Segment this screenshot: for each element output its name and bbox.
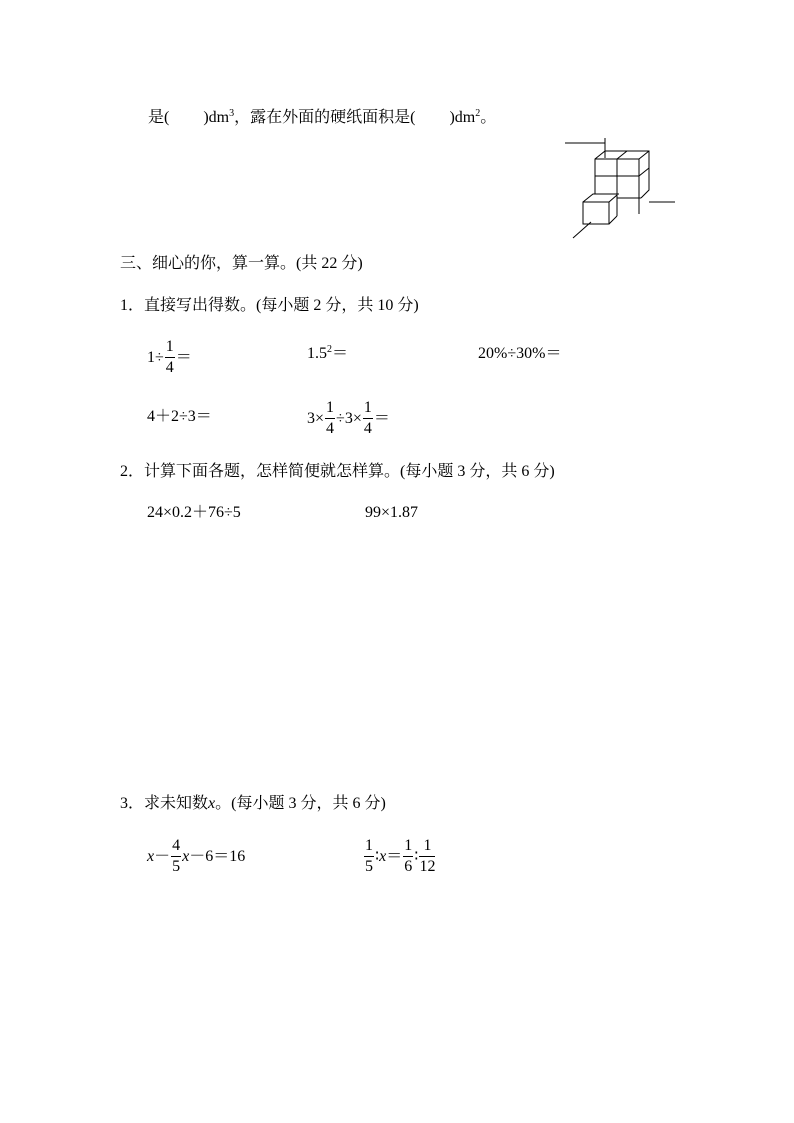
fraction [171,838,181,875]
fraction-denominator: 5 [172,858,181,875]
question-2-label: 2．计算下面各题，怎样简便就怎样算。(每小题 3 分，共 6 分) [120,463,555,480]
q3-equation-2 [363,838,436,875]
variable-x: x [379,847,387,865]
section-3-title: 三、细心的你，算一算。(共 22 分) [120,255,363,272]
q2-expression-1: 24×0.2＋76÷5 [147,504,241,521]
q1-e1-prefix: 1÷ [147,348,164,366]
fraction-denominator: 5 [365,858,373,875]
q1-expression-2 [307,346,348,362]
q2-expression-2: 99×1.87 [365,504,419,521]
equals-sign: ＝ [386,847,403,865]
q1-e2-exponent: 2 [327,344,332,355]
q1-expression-4: 4＋2÷3＝ [147,408,212,425]
variable-x: x [147,847,155,865]
ratio-colon: ∶ [414,847,419,865]
unit-exponent-2: 2 [475,108,481,119]
fraction [403,838,413,875]
q1-expression-5 [307,400,390,437]
q3-equation-1 [147,838,245,875]
fraction-denominator: 12 [419,858,436,875]
fraction-numerator: 1 [403,838,413,857]
q1-e5-prefix: 3× [307,409,325,427]
q1-expression-1 [147,339,192,376]
fraction [325,400,335,437]
fraction-numerator: 1 [363,400,373,419]
fraction [165,339,175,376]
fraction-numerator: 4 [171,838,181,857]
fraction [363,400,373,437]
fraction-denominator: 4 [165,359,174,376]
q1-e2-equals: ＝ [332,345,349,362]
top-line-part4: )dm [449,109,476,126]
fraction [419,838,435,875]
fraction-denominator: 4 [326,420,335,437]
top-line-part3: ，露在外面的硬纸面积是( [234,109,416,126]
ratio-colon: ∶ [375,847,380,865]
question-1-label: 1．直接写出得数。(每小题 2 分，共 10 分) [120,297,419,314]
q1-e5-equals: ＝ [373,409,390,427]
fraction-numerator: 1 [364,838,374,857]
minus-sign: － [154,847,171,865]
q1-e2-base: 1.5 [307,345,327,362]
fraction-denominator: 6 [404,858,413,875]
question-3-label [120,796,386,812]
fraction-numerator: 1 [165,339,175,358]
q3-label-variable: x [208,795,216,812]
top-line-part5: 。 [480,109,497,126]
q1-e5-middle: ÷3× [336,409,362,427]
cube-stack-figure [565,138,680,243]
q1-e1-equals: ＝ [175,348,192,366]
q3-e1-rest: －6＝16 [189,847,246,865]
fraction-numerator: 1 [325,400,335,419]
fraction [364,838,374,875]
variable-x: x [182,847,190,865]
fraction-numerator: 1 [419,838,435,857]
top-line [148,110,496,126]
top-line-part1: 是( [148,109,170,126]
fraction-denominator: 4 [363,420,372,437]
top-line-part2: )dm [203,109,230,126]
q3-label-suffix: 。(每小题 3 分，共 6 分) [215,795,386,812]
q3-label-prefix: 3．求未知数 [120,795,209,812]
unit-exponent-3: 3 [229,108,235,119]
q1-expression-3: 20%÷30%＝ [478,345,562,362]
